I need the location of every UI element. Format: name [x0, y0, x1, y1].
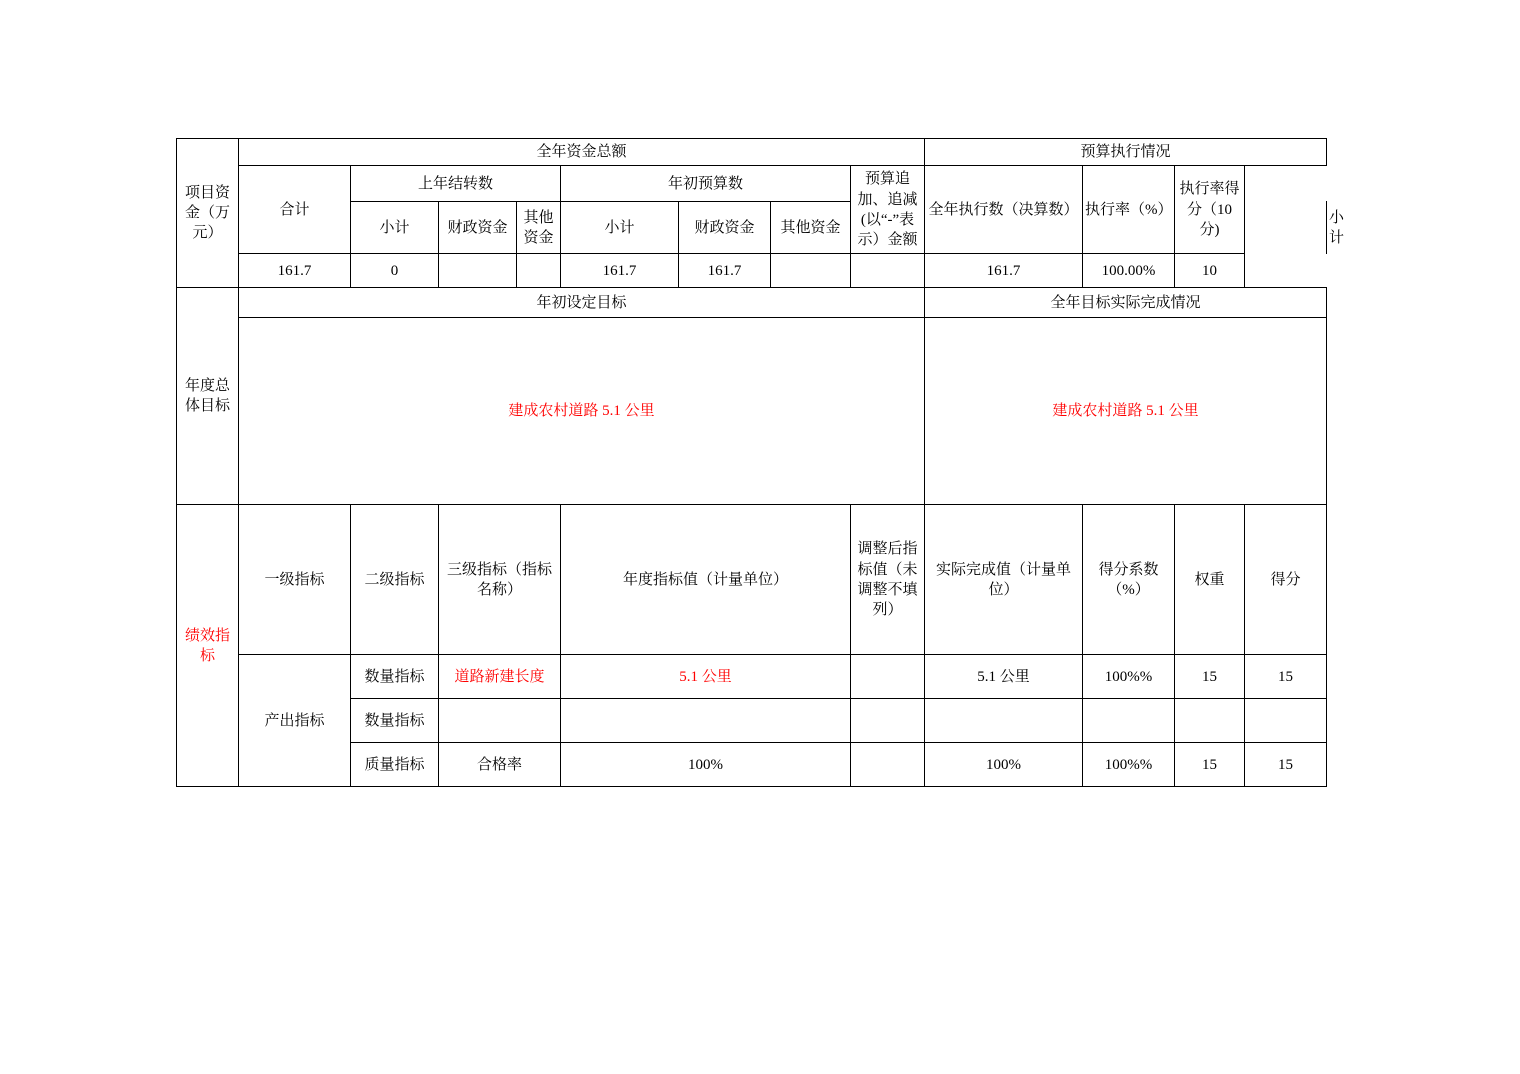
row-label-project-funds: 项目资金（万元）	[177, 139, 239, 288]
header-level1: 一级指标	[239, 505, 351, 655]
header-weight: 权重	[1175, 505, 1245, 655]
header-actual-value: 实际完成值（计量单位）	[925, 505, 1083, 655]
cell-level3: 道路新建长度	[439, 655, 561, 699]
cell-level1-output: 产出指标	[239, 655, 351, 787]
cell-adjusted-value	[851, 743, 925, 787]
header-initial-budget: 年初预算数	[561, 166, 851, 202]
cell-adjusted-value	[851, 699, 925, 743]
value-actual-goal: 建成农村道路 5.1 公里	[925, 318, 1327, 505]
header-budget-fiscal: 财政资金	[679, 202, 771, 254]
header-exec-rate-score: 执行率得分（10 分)	[1175, 166, 1245, 254]
cell-score-coefficient: 100%%	[1083, 743, 1175, 787]
cell-score	[1245, 699, 1327, 743]
cell-actual-value: 100%	[925, 743, 1083, 787]
header-annual-total-funds: 全年资金总额	[239, 139, 925, 166]
header-annual-indicator-value: 年度指标值（计量单位）	[561, 505, 851, 655]
header-carry-fiscal: 财政资金	[439, 202, 517, 254]
header-initial-goal: 年初设定目标	[239, 288, 925, 318]
header-score: 得分	[1245, 505, 1327, 655]
header-carry-other: 其他资金	[517, 202, 561, 254]
cell-level3	[439, 699, 561, 743]
performance-table	[176, 138, 1345, 787]
header-carryover: 上年结转数	[351, 166, 561, 202]
cell-weight: 15	[1175, 743, 1245, 787]
header-actual-goal: 全年目标实际完成情况	[925, 288, 1327, 318]
value-budget-subtotal: 161.7	[561, 254, 679, 288]
header-adjusted-value: 调整后指标值（未调整不填列）	[851, 505, 925, 655]
header-carry-subtotal: 小计	[351, 202, 439, 254]
value-carry-subtotal: 0	[351, 254, 439, 288]
table-row-sub-headers: 小计 财政资金 其他资金 小计 财政资金 其他资金 小计	[177, 202, 1327, 254]
cell-actual-value	[925, 699, 1083, 743]
performance-report-page	[176, 138, 1345, 787]
table-row	[177, 655, 1327, 699]
table-row-group-headers	[177, 139, 1327, 166]
value-exec-amount: 161.7	[925, 254, 1083, 288]
header-budget-execution: 预算执行情况	[925, 139, 1327, 166]
header-level3: 三级指标（指标名称）	[439, 505, 561, 655]
cell-level3: 合格率	[439, 743, 561, 787]
value-carry-other	[517, 254, 561, 288]
cell-score: 15	[1245, 655, 1327, 699]
header-exec-rate: 执行率（%）	[1083, 166, 1175, 254]
cell-adjusted-value	[851, 655, 925, 699]
header-budget-other: 其他资金	[771, 202, 851, 254]
cell-level2: 数量指标	[351, 699, 439, 743]
table-row-goal-content	[177, 318, 1327, 505]
cell-score-coefficient	[1083, 699, 1175, 743]
value-exec-rate: 100.00%	[1083, 254, 1175, 288]
value-carry-fiscal	[439, 254, 517, 288]
cell-annual-value: 100%	[561, 743, 851, 787]
value-adjust-subtotal	[851, 254, 925, 288]
cell-actual-value: 5.1 公里	[925, 655, 1083, 699]
value-total: 161.7	[239, 254, 351, 288]
header-total: 合计	[239, 166, 351, 254]
value-budget-other	[771, 254, 851, 288]
table-row-goal-headers	[177, 288, 1327, 318]
cell-level2: 质量指标	[351, 743, 439, 787]
cell-level2: 数量指标	[351, 655, 439, 699]
cell-weight: 15	[1175, 655, 1245, 699]
cell-score-coefficient: 100%%	[1083, 655, 1175, 699]
header-budget-adjust: 预算追加、追减(以“-”表示）金额	[851, 166, 925, 254]
cell-weight	[1175, 699, 1245, 743]
value-initial-goal: 建成农村道路 5.1 公里	[239, 318, 925, 505]
header-budget-subtotal: 小计	[561, 202, 679, 254]
header-score-coefficient: 得分系数（%）	[1083, 505, 1175, 655]
table-row-column-headers	[177, 166, 1327, 202]
row-label-annual-goal: 年度总体目标	[177, 288, 239, 505]
value-exec-rate-score: 10	[1175, 254, 1245, 288]
cell-annual-value: 5.1 公里	[561, 655, 851, 699]
header-exec-amount: 全年执行数（决算数）	[925, 166, 1083, 254]
cell-annual-value	[561, 699, 851, 743]
header-level2: 二级指标	[351, 505, 439, 655]
cell-score: 15	[1245, 743, 1327, 787]
table-row-indicator-headers	[177, 505, 1327, 655]
row-label-performance-indicators: 绩效指标	[177, 505, 239, 787]
value-budget-fiscal: 161.7	[679, 254, 771, 288]
table-row-fund-values	[177, 254, 1327, 288]
